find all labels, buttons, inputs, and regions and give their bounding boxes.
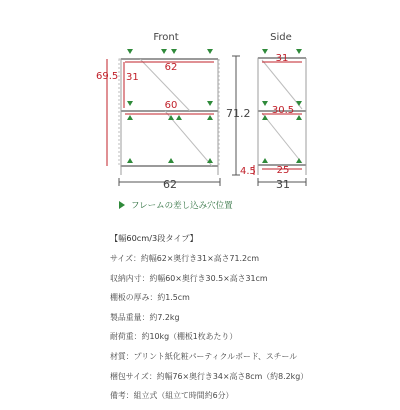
spec-row-inner-size: 収納内寸：約幅60×奥行き30.5×高さ31cm bbox=[110, 273, 268, 283]
spec-row-load-capacity: 耐荷重：約10kg（棚板1枚あたり） bbox=[110, 332, 238, 342]
front-view bbox=[96, 49, 220, 191]
front-total-width-label: 62 bbox=[163, 178, 177, 191]
front-inner-height-label: 31 bbox=[126, 72, 139, 83]
marker-icon bbox=[262, 158, 268, 163]
side-total-height-label: 71.2 bbox=[226, 107, 251, 120]
marker-icon bbox=[262, 49, 268, 54]
side-view-title: Side bbox=[270, 32, 292, 43]
spec-row-weight: 製品重量：約7.2kg bbox=[110, 312, 180, 322]
marker-icon bbox=[127, 115, 133, 120]
marker-icon bbox=[127, 101, 133, 106]
legend-text: フレームの差し込み穴位置 bbox=[131, 201, 233, 211]
dimension-diagram bbox=[0, 0, 400, 200]
front-view-title: Front bbox=[153, 32, 179, 43]
spec-row-shelf-thickness: 棚板の厚み：約1.5cm bbox=[110, 293, 190, 303]
side-middle-depth-label: 30.5 bbox=[271, 105, 295, 116]
side-brace-top bbox=[262, 60, 302, 109]
marker-icon bbox=[296, 158, 302, 163]
marker-icon bbox=[296, 49, 302, 54]
marker-icon bbox=[161, 49, 167, 54]
side-view bbox=[226, 49, 306, 191]
spec-row-package-size: 梱包サイズ：約幅76×奥行き34×高さ8cm（約8.2kg） bbox=[110, 371, 309, 381]
side-brace-bottom bbox=[262, 113, 302, 163]
marker-icon bbox=[168, 158, 174, 163]
marker-icon bbox=[262, 101, 268, 106]
marker-icon bbox=[207, 115, 213, 120]
front-top-width-label: 62 bbox=[164, 62, 178, 73]
side-foot-height-label: 4.5 bbox=[240, 166, 256, 177]
marker-icon bbox=[127, 158, 133, 163]
spec-row-notes: 備考：組立式（組立て時間約6分） bbox=[110, 391, 234, 401]
marker-icon bbox=[296, 115, 302, 120]
front-middle-width-label: 60 bbox=[164, 100, 178, 111]
spec-row-size: サイズ：約幅62×奥行き31×高さ71.2cm bbox=[110, 254, 260, 263]
spec-title: 【幅60cm/3段タイプ】 bbox=[110, 233, 198, 243]
spec-list bbox=[110, 233, 395, 410]
marker-icon bbox=[207, 49, 213, 54]
green-triangle-marker-icon bbox=[119, 201, 125, 209]
marker-icon bbox=[176, 115, 182, 120]
marker-icon bbox=[262, 115, 268, 120]
spec-row-material: 材質：プリント紙化粧パーティクルボード、スチール bbox=[110, 351, 298, 361]
hole-position-legend bbox=[119, 199, 233, 211]
side-top-depth-label: 31 bbox=[275, 53, 289, 64]
side-bottom-depth-label: 25 bbox=[276, 165, 290, 176]
marker-icon bbox=[171, 49, 177, 54]
side-total-depth-label: 31 bbox=[276, 178, 290, 191]
front-total-height-label: 69.5 bbox=[96, 71, 119, 82]
marker-icon bbox=[127, 49, 133, 54]
marker-icon bbox=[207, 101, 213, 106]
